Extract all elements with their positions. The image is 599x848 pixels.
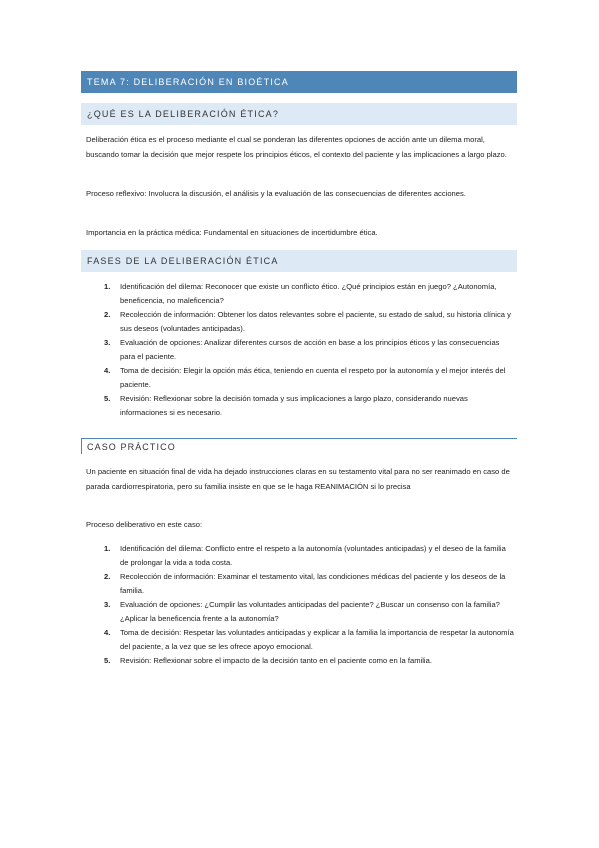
list-item xyxy=(86,308,516,336)
list-number: 2. xyxy=(104,572,111,581)
list-item xyxy=(86,654,516,668)
list-number: 5. xyxy=(104,394,111,403)
list-number: 1. xyxy=(104,282,111,291)
definition-paragraph: Deliberación ética es el proceso mediante el cual se ponderan las diferentes opciones de acción ante un dilema moral, buscando tomar la decisión que mejor respete los principios éticos, el contexto del paciente y las implicaciones a largo plazo. xyxy=(86,135,507,159)
case-steps-list xyxy=(86,542,516,668)
importance-paragraph: Importancia en la práctica médica: Fundamental en situaciones de incertidumbre ética. xyxy=(86,228,378,237)
list-number: 5. xyxy=(104,656,111,665)
list-item xyxy=(86,626,516,654)
list-number: 4. xyxy=(104,366,111,375)
list-item-text: Evaluación de opciones: ¿Cumplir las voluntades anticipadas del paciente? ¿Buscar un consenso con la familia? ¿Aplicar la beneficencia frente a la autonomía? xyxy=(120,600,500,623)
list-item xyxy=(86,570,516,598)
list-number: 4. xyxy=(104,628,111,637)
list-item xyxy=(86,598,516,626)
list-number: 2. xyxy=(104,310,111,319)
list-item xyxy=(86,280,516,308)
list-item-text: Evaluación de opciones: Analizar diferentes cursos de acción en base a los principios éticos y las consecuencias para el paciente. xyxy=(120,338,500,361)
list-item-text: Revisión: Reflexionar sobre el impacto de la decisión tanto en el paciente como en la familia. xyxy=(120,656,432,665)
list-item xyxy=(86,336,516,364)
process-paragraph: Proceso reflexivo: Involucra la discusión, el análisis y la evaluación de las consecuencias de diferentes acciones. xyxy=(86,189,466,198)
list-item xyxy=(86,392,516,420)
case-paragraph: Un paciente en situación final de vida ha dejado instrucciones claras en su testamento vital para no ser reanimado en caso de parada cardiorrespiratoria, pero su familia insiste en que se le haga REANIMACIÓN si lo precisa xyxy=(86,467,510,491)
phases-list xyxy=(86,280,516,420)
section-heading-que-es: ¿QUÉ ES LA DELIBERACIÓN ÉTICA? xyxy=(81,103,517,125)
list-item-text: Recolección de información: Examinar el testamento vital, las condiciones médicas del paciente y los deseos de la familia. xyxy=(120,572,506,595)
section-heading-caso: CASO PRÁCTICO xyxy=(81,438,517,454)
list-item xyxy=(86,542,516,570)
process-intro: Proceso deliberativo en este caso: xyxy=(86,520,203,529)
list-item-text: Recolección de información: Obtener los datos relevantes sobre el paciente, su estado de salud, su historia clínica y sus deseos (voluntades anticipadas). xyxy=(120,310,511,333)
section-heading-fases: FASES DE LA DELIBERACIÓN ÉTICA xyxy=(81,250,517,272)
page-title: TEMA 7: DELIBERACIÓN EN BIOÉTICA xyxy=(81,71,517,93)
list-item xyxy=(86,364,516,392)
list-item-text: Revisión: Reflexionar sobre la decisión tomada y sus implicaciones a largo plazo, considerando nuevas informaciones si es necesario. xyxy=(120,394,468,417)
list-item-text: Identificación del dilema: Reconocer que existe un conflicto ético. ¿Qué principios están en juego? ¿Autonomía, beneficencia, no maleficencia? xyxy=(120,282,497,305)
list-number: 1. xyxy=(104,544,111,553)
list-item-text: Toma de decisión: Elegir la opción más ética, teniendo en cuenta el respeto por la autonomía y el mejor interés del paciente. xyxy=(120,366,506,389)
list-item-text: Identificación del dilema: Conflicto entre el respeto a la autonomía (voluntades anticipadas) y el deseo de la familia de prolongar la vida a toda costa. xyxy=(120,544,506,567)
list-number: 3. xyxy=(104,338,111,347)
list-item-text: Toma de decisión: Respetar las voluntades anticipadas y explicar a la familia la importancia de respetar la autonomía del paciente, a la vez que se les ofrece apoyo emocional. xyxy=(120,628,514,651)
list-number: 3. xyxy=(104,600,111,609)
